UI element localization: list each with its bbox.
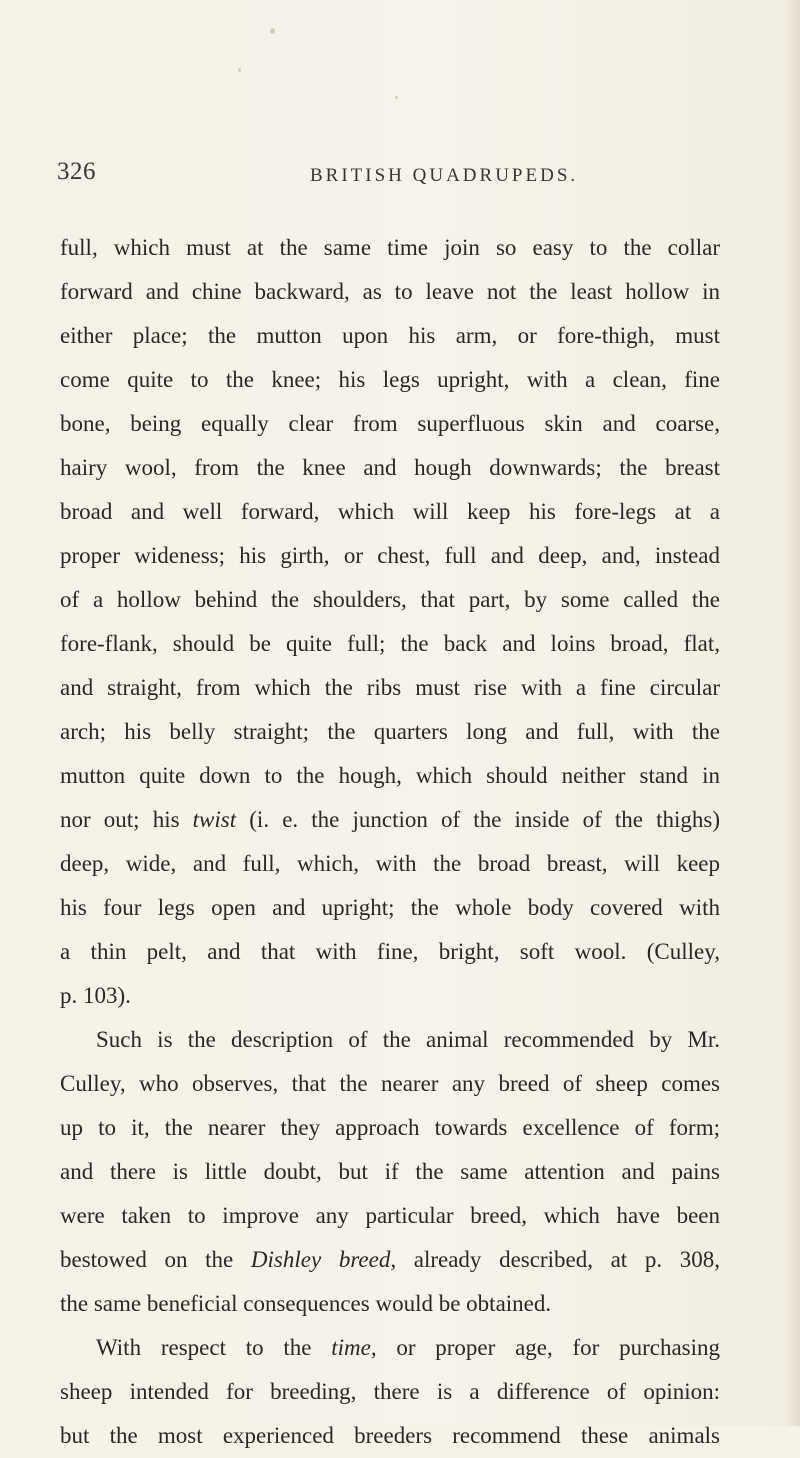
paper-speck <box>395 96 398 99</box>
text-run: (i. e. the junction of the inside of the thighs) <box>236 807 720 832</box>
italic-text: time, <box>331 1335 377 1360</box>
text-line: and there is little doubt, but if the same attention and pains <box>60 1159 720 1184</box>
text-line: and straight, from which the ribs must rise with a fine circular <box>60 675 720 700</box>
text-run: already described, at p. 308, <box>396 1247 720 1272</box>
text-line: either place; the mutton upon his arm, or fore-thigh, must <box>60 323 720 348</box>
text-line: forward and chine backward, as to leave not the least hollow in <box>60 279 720 304</box>
text-line: full, which must at the same time join so easy to the collar <box>60 235 720 260</box>
page-number: 326 <box>57 158 96 185</box>
text-line: fore-flank, should be quite full; the back and loins broad, flat, <box>60 631 720 656</box>
text-line: p. 103). <box>60 983 131 1008</box>
text-line: proper wideness; his girth, or chest, full and deep, and, instead <box>60 543 720 568</box>
paper-speck <box>238 68 241 72</box>
text-line: Culley, who observes, that the nearer any breed of sheep comes <box>60 1071 720 1096</box>
text-line: deep, wide, and full, which, with the broad breast, will keep <box>60 851 720 876</box>
text-line: up to it, the nearer they approach towards excellence of form; <box>60 1115 720 1140</box>
text-line: sheep intended for breeding, there is a difference of opinion: <box>60 1379 720 1404</box>
text-line <box>60 1238 720 1282</box>
body-text <box>60 226 720 1458</box>
text-line: mutton quite down to the hough, which should neither stand in <box>60 763 720 788</box>
text-run: With respect to the <box>96 1335 332 1360</box>
text-line: arch; his belly straight; the quarters long and full, with the <box>60 719 720 744</box>
text-line: but the most experienced breeders recommend these animals <box>60 1423 720 1448</box>
text-line: hairy wool, from the knee and hough downwards; the breast <box>60 455 720 480</box>
italic-text: twist <box>192 807 237 832</box>
text-line: his four legs open and upright; the whole body covered with <box>60 895 720 920</box>
text-line: a thin pelt, and that with fine, bright, soft wool. (Culley, <box>60 939 720 964</box>
text-run: nor out; his <box>60 807 193 832</box>
text-run: or proper age, for purchasing <box>376 1335 720 1360</box>
paper-speck <box>270 28 275 34</box>
text-line: were taken to improve any particular breed, which have been <box>60 1203 720 1228</box>
text-line: Such is the description of the animal recommended by Mr. <box>96 1027 720 1052</box>
text-line: come quite to the knee; his legs upright, with a clean, fine <box>60 367 720 392</box>
italic-text: Dishley breed, <box>250 1247 397 1272</box>
text-line <box>60 1326 720 1370</box>
text-line: bone, being equally clear from superfluous skin and coarse, <box>60 411 720 436</box>
text-run: bestowed on the <box>60 1247 251 1272</box>
running-head: BRITISH QUADRUPEDS. <box>310 165 579 186</box>
text-line: broad and well forward, which will keep his fore-legs at a <box>60 499 720 524</box>
text-line <box>60 798 720 842</box>
text-line: the same beneficial consequences would be obtained. <box>60 1291 552 1316</box>
text-line: of a hollow behind the shoulders, that part, by some called the <box>60 587 720 612</box>
page-edge-shadow <box>786 0 800 1426</box>
